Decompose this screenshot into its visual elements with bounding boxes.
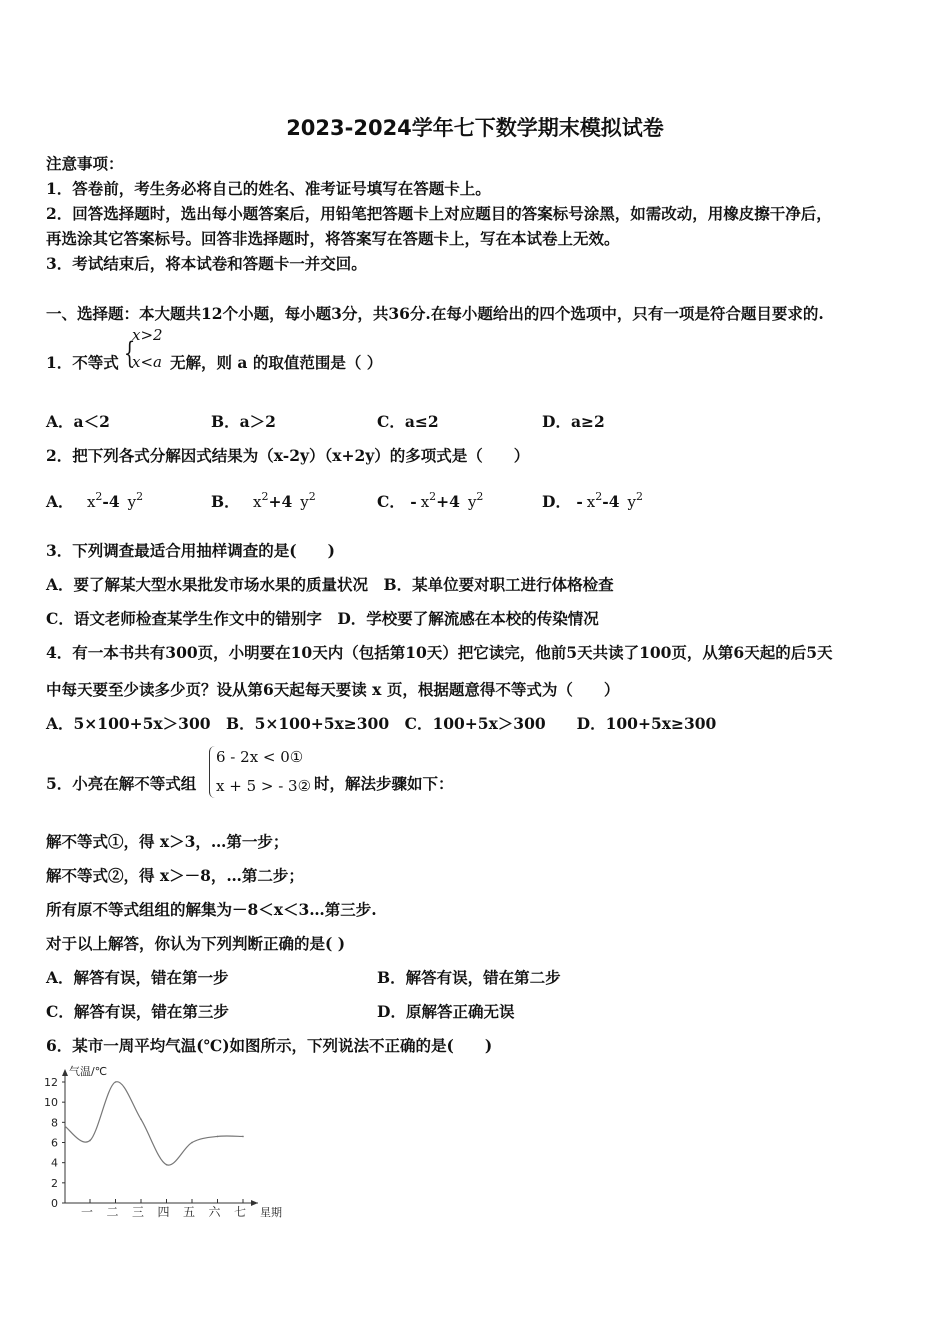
y-tick-label: 0 (51, 1197, 58, 1210)
q3-stem: 3．下列调查最适合用抽样调查的是( ) (46, 541, 335, 560)
x-tick-label: 七 (233, 1205, 247, 1219)
q5-option-a: A．解答有误，错在第一步 (46, 968, 229, 987)
data-point (217, 1136, 219, 1138)
q2-option-b: B． $x^2+4$ $y^2$ (211, 490, 316, 511)
data-point (242, 1136, 244, 1138)
y-tick-label: 2 (51, 1176, 58, 1190)
q5-option-c: C．解答有误，错在第三步 (46, 1002, 229, 1021)
q1-option-d: D．a≥2 (542, 412, 605, 431)
data-point (140, 1119, 142, 1121)
q1-option-a: A．a＜2 (46, 412, 110, 431)
temperature-series-line (65, 1082, 243, 1165)
y-tick-label: 4 (51, 1156, 58, 1170)
data-point (191, 1142, 193, 1144)
q1-suffix: 无解，则 a 的取值范围是（ ） (170, 353, 383, 372)
q5-option-d: D．原解答正确无误 (377, 1002, 515, 1021)
q2-option-d: D． - $x^2-4$ $y^2$ (542, 490, 643, 511)
section-heading: 一、选择题：本大题共12个小题，每小题3分，共36分.在每小题给出的四个选项中，只有一项是符合题目要求的. (46, 304, 824, 323)
q5-option-b: B．解答有误，错在第二步 (377, 968, 561, 987)
x-axis-label: 星期 (260, 1206, 282, 1219)
x-tick-label: 六 (208, 1205, 221, 1219)
q3-options-row2: C．语文老师检查某学生作文中的错别字 D．学校要了解流感在本校的传染情况 (46, 609, 599, 628)
q5-step1: 解不等式①，得 x＞3，…第一步； (46, 832, 289, 851)
q2-option-a: A． $x^2-4$ $y^2$ (46, 490, 144, 511)
q1-option-b: B．a＞2 (211, 412, 276, 431)
q4-stem-line2: 中每天要至少读多少页？设从第6天起每天要读 x 页，根据题意得不等式为（ ） (46, 680, 620, 699)
notice-heading: 注意事项： (46, 154, 124, 173)
q5-system-bottom: x + 5 > - 3② (216, 777, 312, 795)
x-tick-label: 三 (131, 1205, 145, 1219)
y-axis-arrow (62, 1069, 68, 1076)
q1-prefix: 1．不等式 (46, 353, 119, 372)
x-axis-arrow (251, 1200, 258, 1206)
page-title: 2023-2024学年七下数学期末模拟试卷 (286, 116, 664, 140)
y-tick-label: 8 (51, 1116, 58, 1130)
q1-system-bottom: x<a (132, 353, 162, 371)
q5-step2: 解不等式②，得 x＞－8，…第二步； (46, 866, 304, 885)
x-tick-label: 一 (80, 1205, 94, 1219)
y-tick-label: 12 (44, 1076, 58, 1089)
y-axis-label: 气温/℃ (69, 1065, 108, 1078)
x-tick-label: 四 (157, 1205, 170, 1219)
notice-item: 再选涂其它答案标号。回答非选择题时，将答案写在答题卡上，写在本试卷上无效。 (46, 229, 620, 248)
q5-ask: 对于以上解答，你认为下列判断正确的是( ) (46, 934, 346, 953)
q4-options: A．5×100+5x＞300 B．5×100+5x≥300 C．100+5x＞300 D．100+5x≥300 (46, 714, 717, 733)
q2-stem: 2．把下列各式分解因式结果为（x-2y）（x+2y）的多项式是（ ） (46, 446, 530, 465)
x-tick-label: 五 (182, 1205, 196, 1219)
q5-system-top: 6 - 2x < 0① (216, 748, 304, 766)
notice-item: 3．考试结束后，将本试卷和答题卡一并交回。 (46, 254, 367, 273)
y-tick-label: 10 (44, 1096, 58, 1110)
data-point (115, 1081, 117, 1083)
q1-option-c: C．a≤2 (377, 412, 439, 431)
q1-system-top: x>2 (132, 326, 163, 344)
notice-item: 2．回答选择题时，选出每小题答案后，用铅笔把答题卡上对应题目的答案标号涂黑，如需改动，用橡皮擦干净后， (46, 204, 832, 223)
x-tick-label: 二 (106, 1205, 119, 1219)
q5-prefix: 5．小亮在解不等式组 (46, 774, 197, 793)
q6-stem: 6．某市一周平均气温(℃)如图所示，下列说法不正确的是( ) (46, 1036, 493, 1055)
data-point (166, 1164, 168, 1166)
temperature-line-chart (30, 1060, 300, 1225)
data-point (89, 1140, 91, 1142)
q5-step3: 所有原不等式组组的解集为－8＜x＜3…第三步. (46, 900, 377, 919)
q4-stem-line1: 4．有一本书共有300页，小明要在10天内（包括第10天）把它读完，他前5天共读了100页，从第6天起的后5天 (46, 643, 833, 662)
q5-suffix: 时，解法步骤如下： (314, 774, 454, 793)
q3-options-row1: A．要了解某大型水果批发市场水果的质量状况 B．某单位要对职工进行体格检查 (46, 575, 614, 594)
q2-option-c: C． - $x^2+4$ $y^2$ (377, 490, 484, 511)
notice-item: 1．答卷前，考生务必将自己的姓名、准考证号填写在答题卡上。 (46, 179, 491, 198)
brace-icon: { (123, 336, 136, 371)
y-tick-label: 6 (51, 1136, 58, 1150)
